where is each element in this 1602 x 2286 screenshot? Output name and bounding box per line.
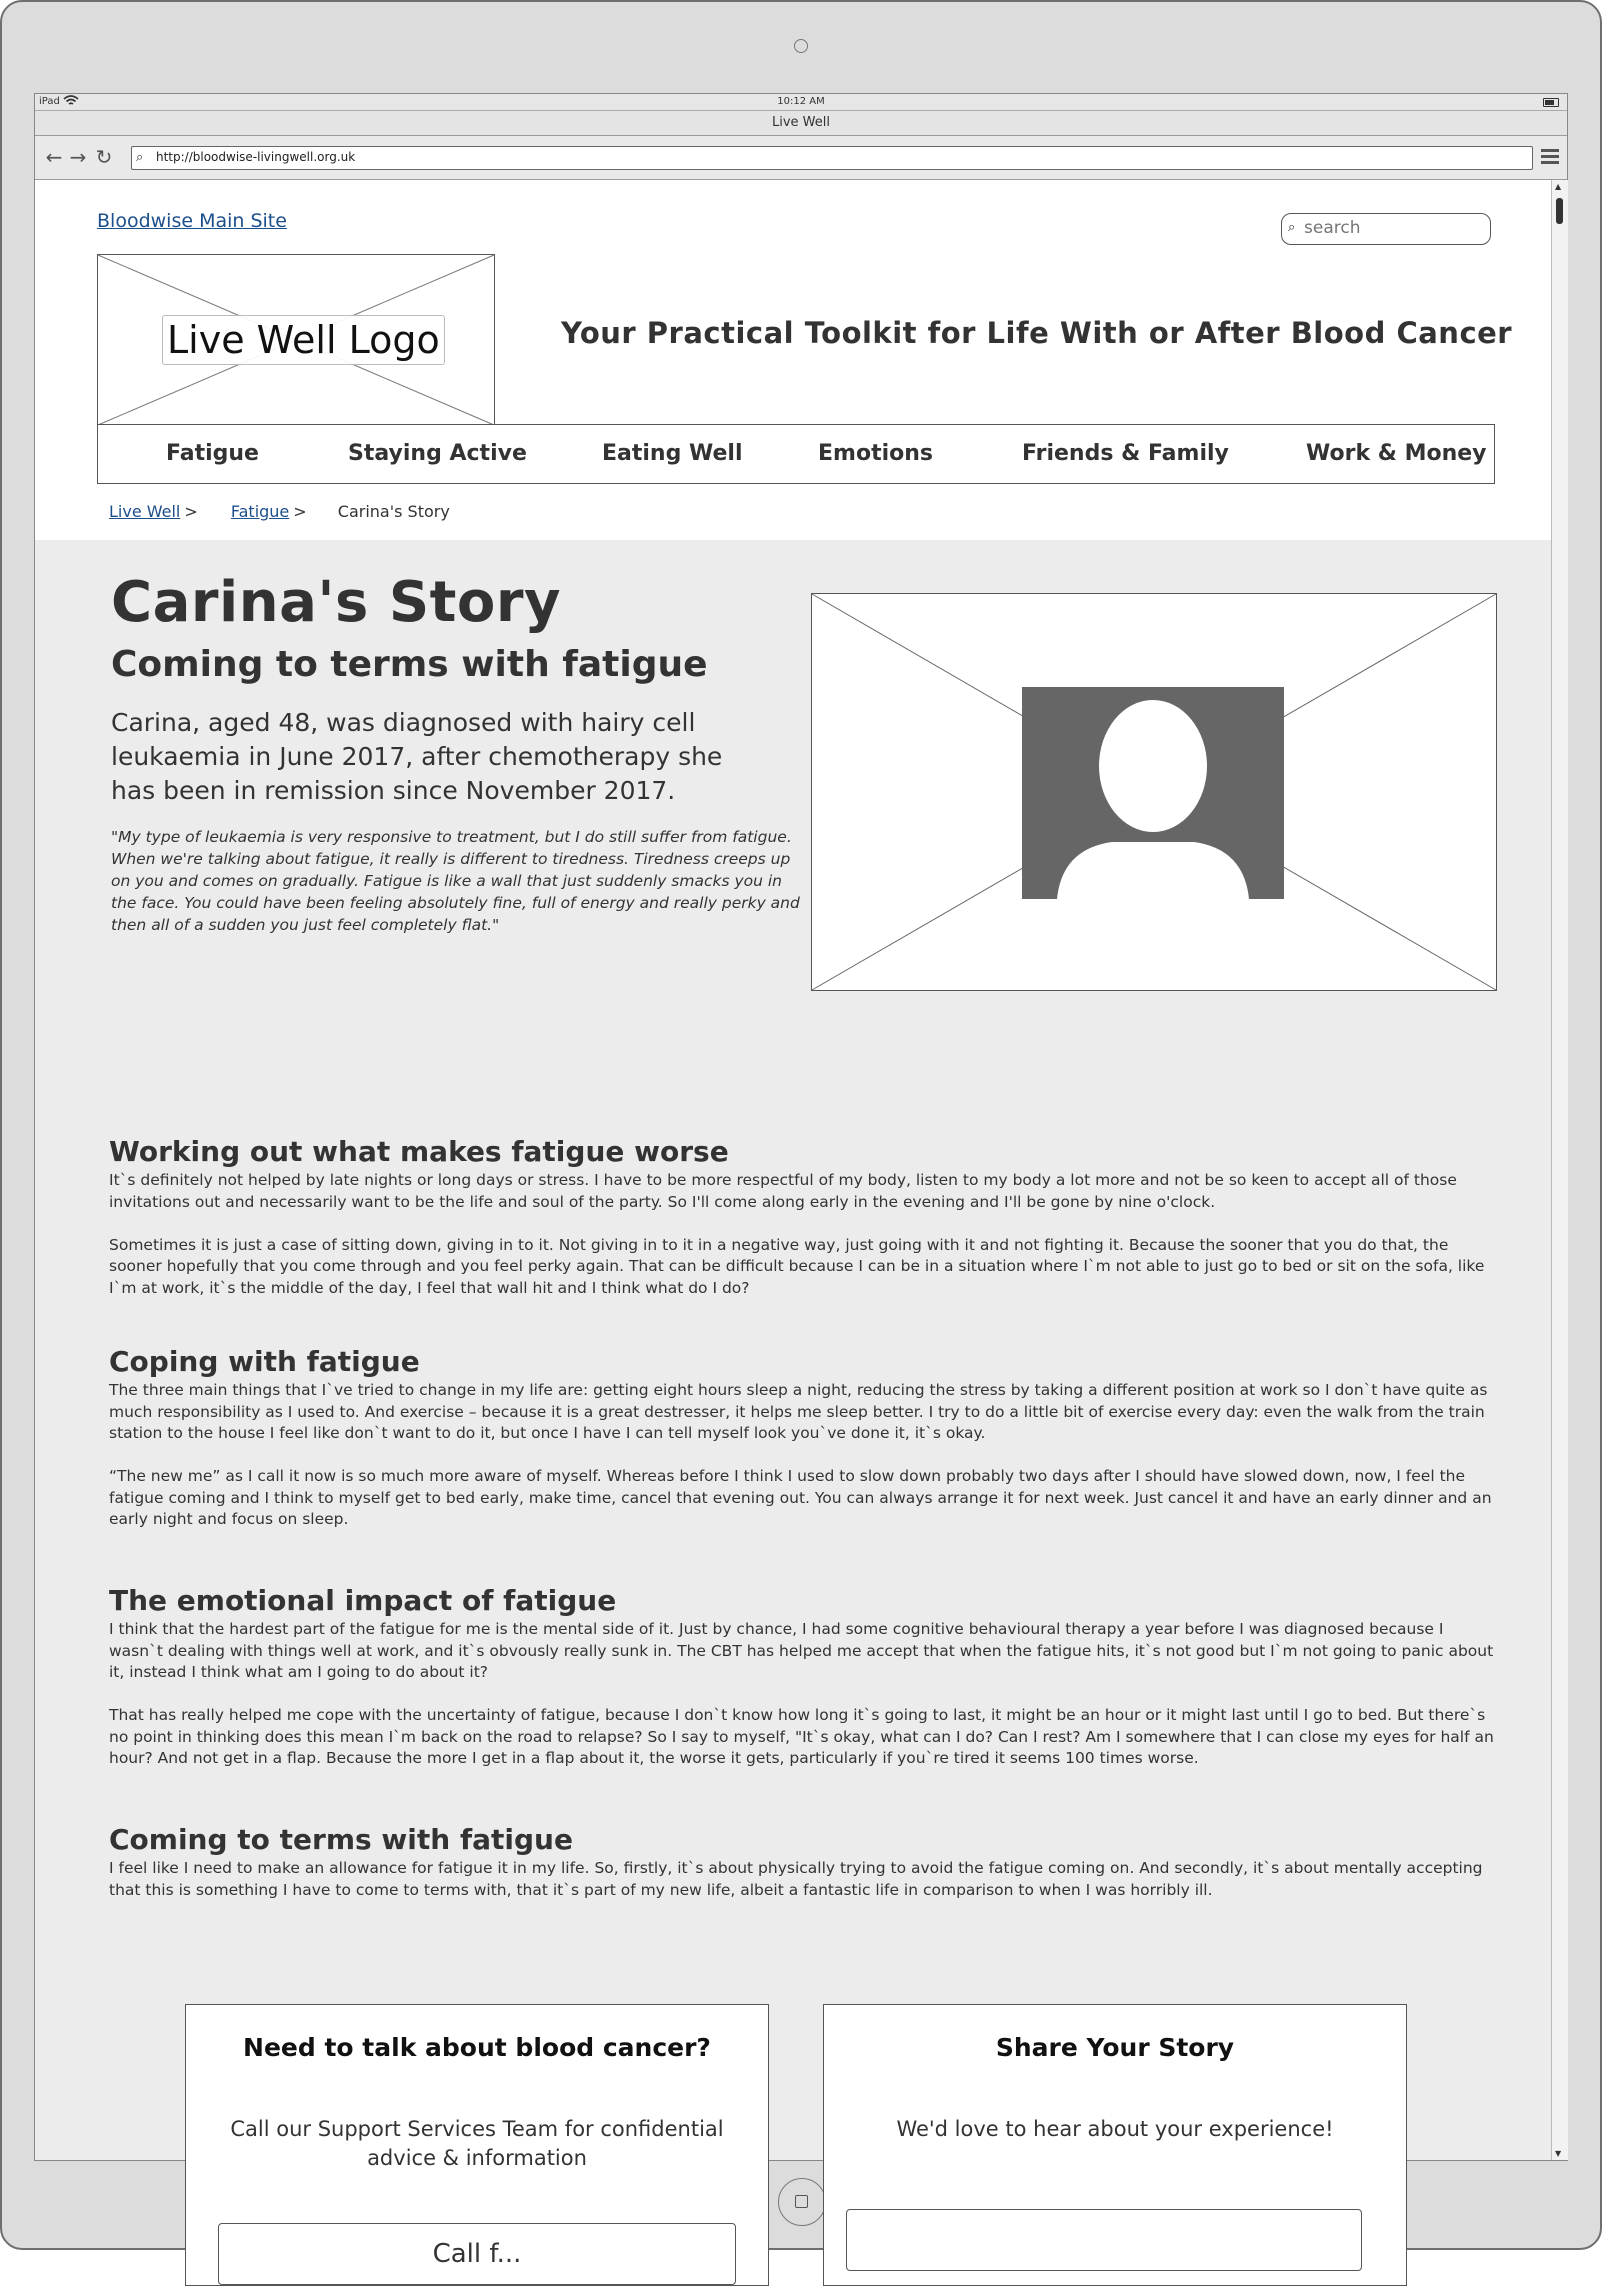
call-button[interactable]: Call f... <box>218 2223 736 2285</box>
page-subtitle: Coming to terms with fatigue <box>111 644 708 685</box>
clock: 10:12 AM <box>777 96 825 107</box>
home-square-icon <box>795 2195 808 2208</box>
screen <box>34 93 1568 2269</box>
page-scrollbar[interactable] <box>1551 180 1568 2160</box>
section-heading: The emotional impact of fatigue <box>109 1584 617 1617</box>
section-paragraph: That has really helped me cope with the uncertainty of fatigue, because I don`t know how long it`s going to last, it might be an hour or it might last until I go to bed. But there`s no point in thinking does this mean I`m back on the road to relapse? So I say to myself, "It`s okay, what can I do? Can I rest? Am I somewhere that I can close my eyes for half an hour? And not get in a flap. Because the more I get in a flap about it, the worse it gets, particularly if you`re tired it seems 100 times worse. <box>109 1706 1494 1767</box>
section-coping <box>109 1344 1499 1531</box>
search-icon: ⌕ <box>1288 220 1296 235</box>
section-heading: Coping with fatigue <box>109 1345 420 1378</box>
nav-item-fatigue[interactable]: Fatigue <box>166 441 259 466</box>
support-card <box>185 2004 769 2286</box>
section-paragraph: It`s definitely not helped by late nights or long days or stress. I have to be more respectful of my body, listen to my body a lot more and not be so keen to accept all of those invitations out and necessarily want to be the life and soul of the party. So I'll come along early in the evening and I'll be gone by nine o'clock. <box>109 1171 1457 1211</box>
section-what-makes-worse <box>109 1134 1499 1299</box>
breadcrumb-section[interactable]: Fatigue <box>230 502 290 521</box>
nav-item-work-money[interactable]: Work & Money <box>1306 441 1487 466</box>
scroll-down-icon[interactable]: ▼ <box>1555 2149 1562 2158</box>
section-paragraph: Sometimes it is just a case of sitting down, giving in to it. Not giving in to it in a negative way, just going with it and not fighting it. Because the sooner that you do that, the sooner hopefully that you come through and you feel perky again. That can be difficult because I can be in a situation where I`m not able to just go to bed or sit on the sofa, like I`m at work, it`s the middle of the day, I feel that wall hit and I think what do I do? <box>109 1235 1485 1297</box>
story-intro: Carina, aged 48, was diagnosed with hairy cell leukaemia in June 2017, after chemotherapy she has been in remission since November 2017. <box>111 708 723 805</box>
search-box[interactable] <box>1281 213 1491 245</box>
url-input[interactable] <box>156 149 1516 165</box>
share-card-description: We'd love to hear about your experience! <box>896 2117 1334 2141</box>
section-paragraph: I think that the hardest part of the fatigue for me is the mental side of it. Just by chance, I had some cognitive behavioural therapy a year before I was diagnosed because I wasn`t dealing with things well at work, and it`s obvously really sunk in. The CBT has helped me accept that when the fatigue hits, it`s not good but I`m not going to panic about it, instead I think what am I going to do about it? <box>109 1620 1494 1681</box>
web-page <box>35 180 1551 2269</box>
back-arrow-icon[interactable]: ← <box>45 145 63 169</box>
main-site-link[interactable]: Bloodwise Main Site <box>97 210 287 232</box>
nav-item-emotions[interactable]: Emotions <box>818 441 933 466</box>
support-card-title: Need to talk about blood cancer? <box>243 2033 711 2062</box>
home-button[interactable] <box>778 2178 826 2226</box>
address-bar[interactable] <box>131 146 1533 170</box>
section-heading: Coming to terms with fatigue <box>109 1823 573 1856</box>
section-paragraph: “The new me” as I call it now is so much more aware of myself. Whereas before I think I used to slow down probably two days after I should have slowed down, now, I feel the fatigue coming and I think to myself get to bed early, make time, cancel that evening out. You can always arrange it for next week. Just cancel it and have an early dinner and an early night and focus on sleep. <box>109 1467 1492 1528</box>
share-story-card <box>823 2004 1407 2286</box>
section-emotional-impact <box>109 1583 1499 1770</box>
reload-icon[interactable]: ↻ <box>95 145 113 169</box>
breadcrumb: Live Well > Fatigue > Carina's Story <box>109 502 450 521</box>
section-coming-to-terms <box>109 1822 1499 1901</box>
share-story-button[interactable] <box>846 2209 1362 2271</box>
logo-text: Live Well Logo <box>162 315 445 365</box>
scroll-thumb[interactable] <box>1556 198 1563 224</box>
camera-icon <box>794 39 808 53</box>
window-title: Live Well <box>35 111 1567 136</box>
search-input[interactable] <box>1304 218 1474 238</box>
portrait-placeholder-graphic <box>812 594 1496 990</box>
support-card-description: Call our Support Services Team for confidential advice & information <box>230 2117 724 2170</box>
story-quote: "My type of leukaemia is very responsive to treatment, but I do still suffer from fatigue. When we're talking about fatigue, it really is different to tiredness. Tiredness creeps up on you and comes on gradually. Fatigue is like a wall that just suddenly smacks you in the face. You could have been feeling absolutely fine, full of energy and really perky and then all of a sudden you just feel completely flat." <box>111 828 800 934</box>
page-title: Carina's Story <box>111 570 562 635</box>
main-nav <box>97 424 1495 484</box>
logo-placeholder[interactable] <box>97 254 495 426</box>
battery-icon <box>1543 98 1559 107</box>
site-tagline: Your Practical Toolkit for Life With or After Blood Cancer <box>561 316 1513 350</box>
share-card-title: Share Your Story <box>995 2033 1235 2062</box>
portrait-image-placeholder <box>811 593 1497 991</box>
menu-icon[interactable] <box>1541 149 1559 165</box>
scroll-up-icon[interactable]: ▲ <box>1555 182 1562 191</box>
breadcrumb-current: Carina's Story <box>337 502 450 521</box>
section-paragraph: I feel like I need to make an allowance for fatigue it in my life. So, firstly, it`s about physically trying to avoid the fatigue coming on. And secondly, it`s about mentally accepting that this is something I have to come to terms with, that it`s part of my new life, albeit a fantastic life in comparison to when I was horribly ill. <box>109 1859 1483 1899</box>
status-bar <box>35 94 1567 111</box>
nav-item-friends-family[interactable]: Friends & Family <box>1022 441 1229 466</box>
breadcrumb-home[interactable]: Live Well <box>109 502 181 521</box>
nav-item-staying-active[interactable]: Staying Active <box>348 441 527 466</box>
section-heading: Working out what makes fatigue worse <box>109 1135 729 1168</box>
carrier-label: iPad <box>39 96 60 107</box>
nav-item-eating-well[interactable]: Eating Well <box>602 441 743 466</box>
search-icon: ⌕ <box>136 150 144 165</box>
section-paragraph: The three main things that I`ve tried to change in my life are: getting eight hours sleep a night, reducing the stress by taking a different position at work so I don`t have quite as much responsibility as I used to. And exercise – because it is a great destresser, it helps me sleep better. I try to do a little bit of exercise every day: even the walk from the train station to the house I feel like don`t want to do it, but once I have I can tell myself look you`ve done it, it`s okay. <box>109 1381 1488 1442</box>
browser-toolbar <box>35 136 1567 180</box>
site-header <box>35 180 1551 540</box>
forward-arrow-icon[interactable]: → <box>69 145 87 169</box>
